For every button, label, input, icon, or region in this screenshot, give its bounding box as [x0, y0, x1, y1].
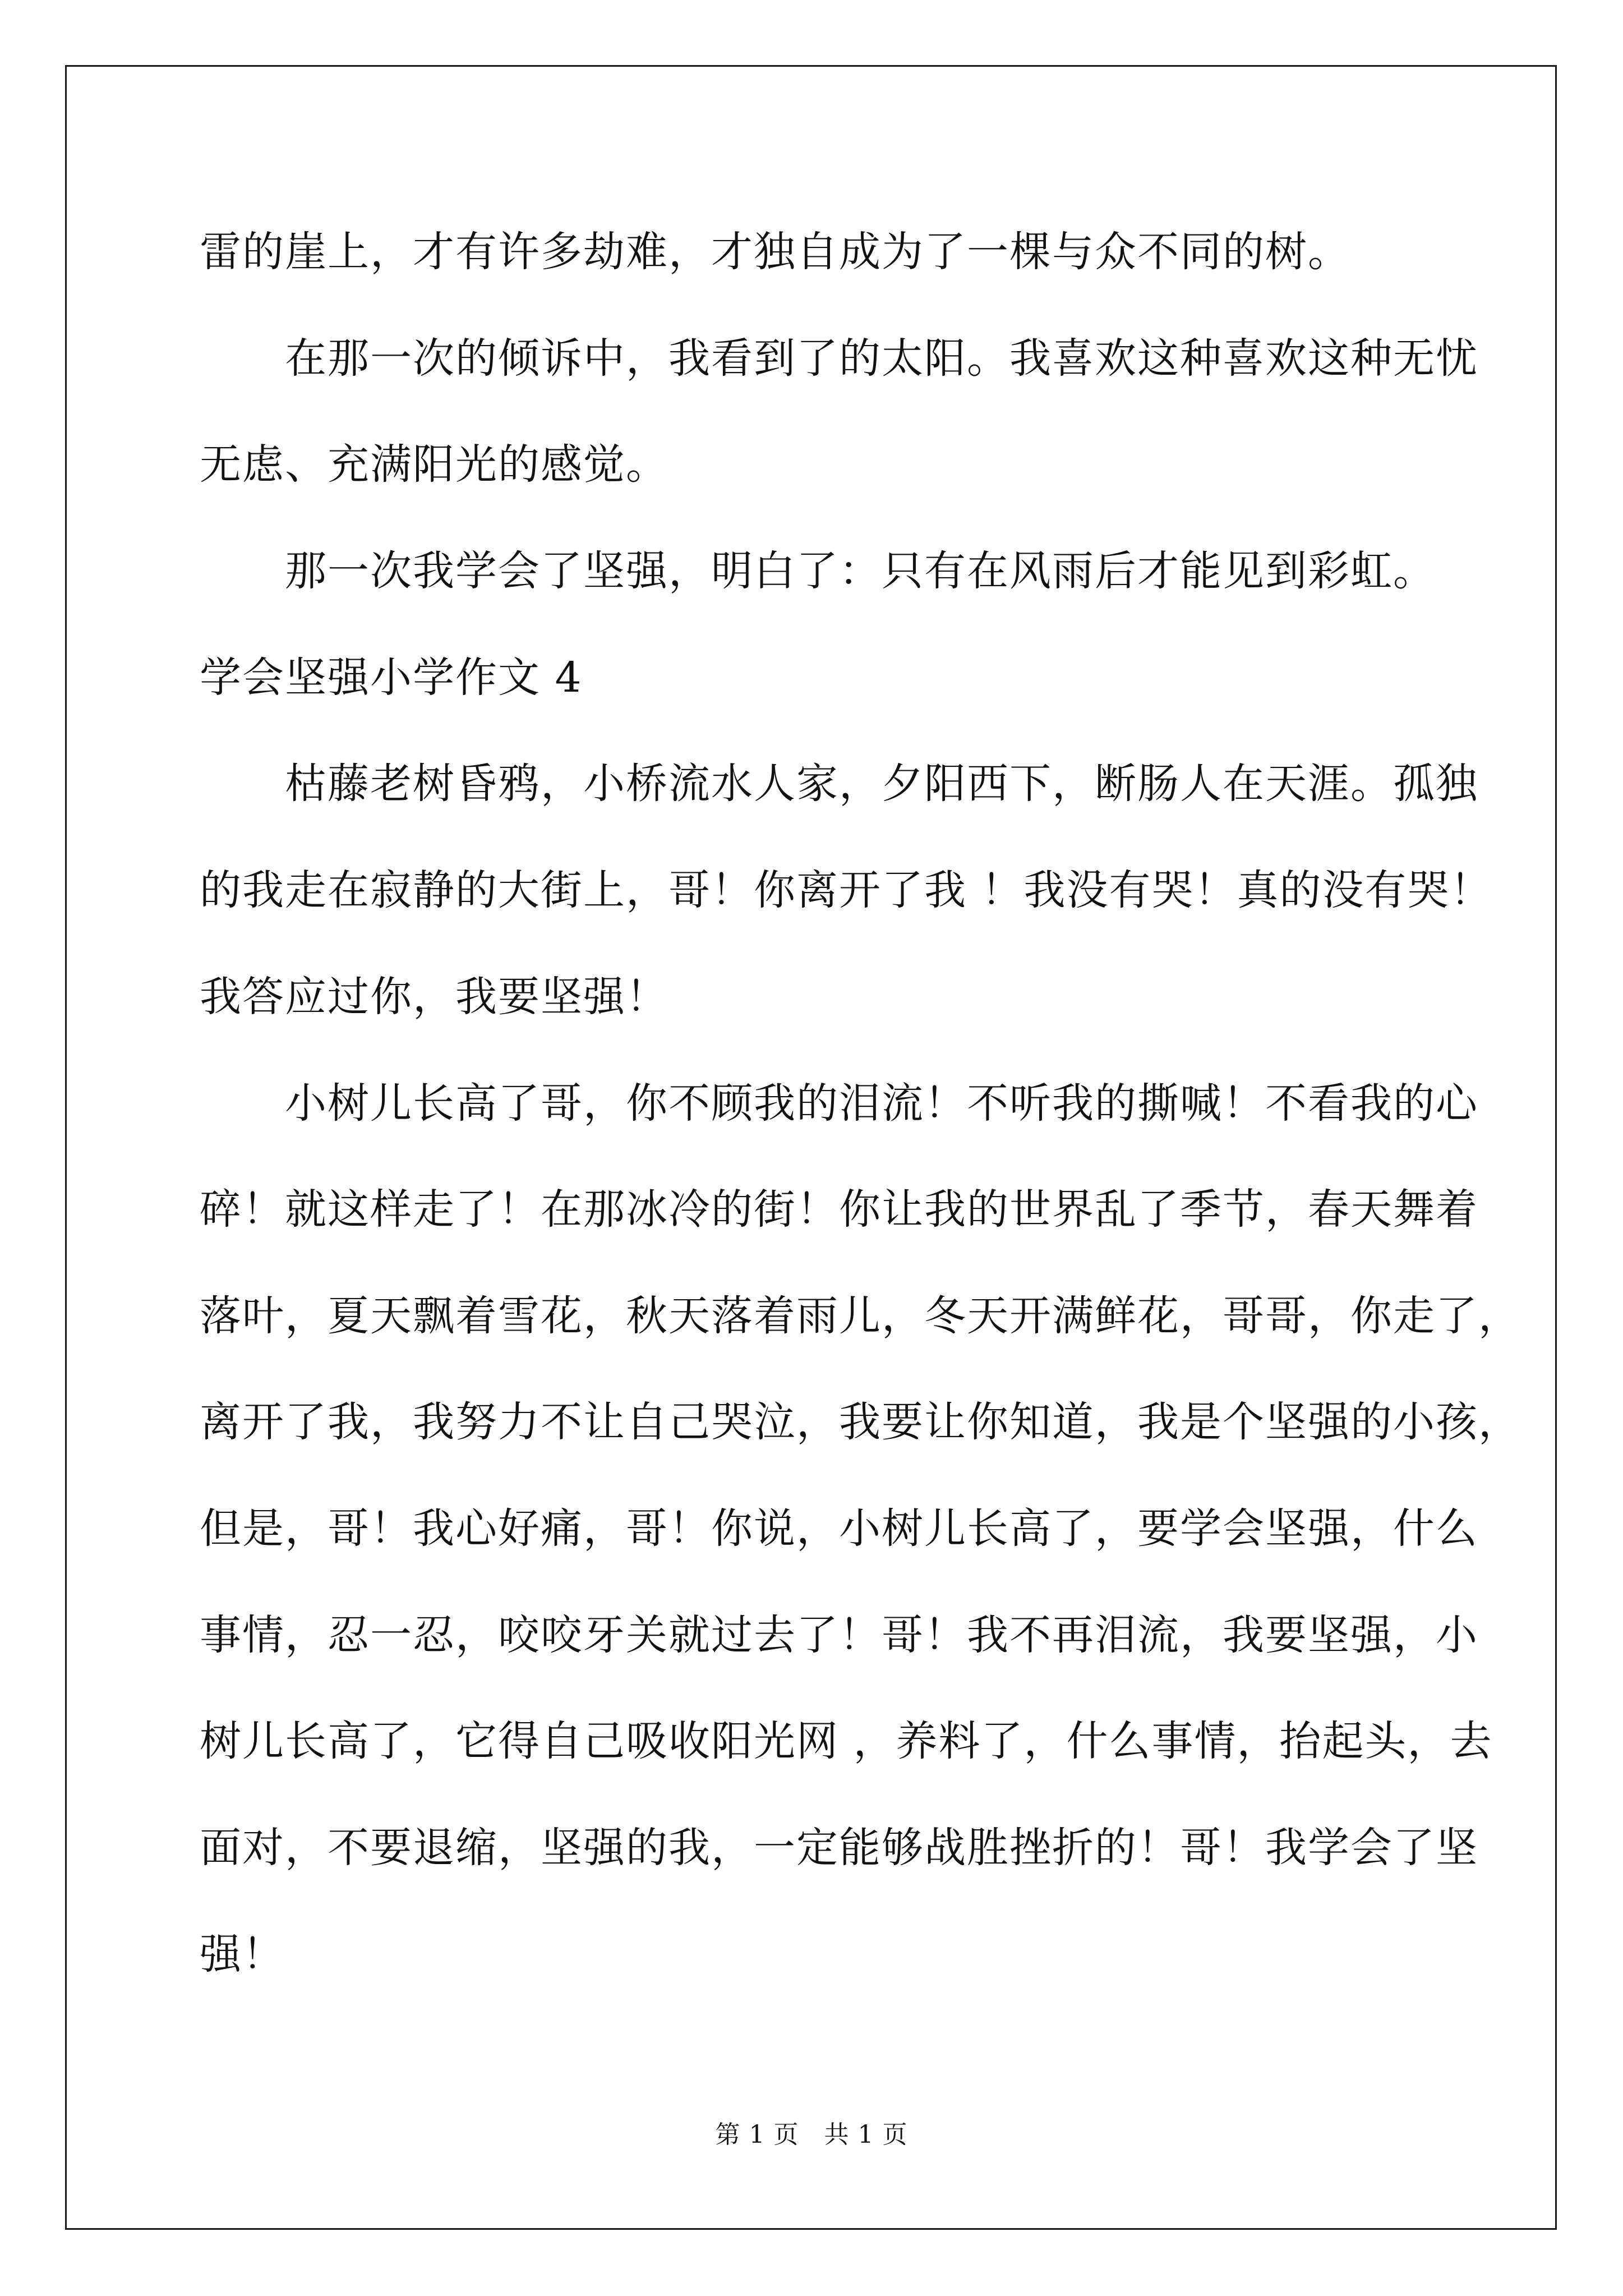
- text-line: 小树儿长高了哥，你不顾我的泪流！不听我的撕喊！不看我的心: [200, 1079, 1478, 1128]
- section-heading: 学会坚强小学作文 4: [200, 654, 583, 702]
- text-line: 但是，哥！我心好痛，哥！你说，小树儿长高了，要学会坚强，什么: [200, 1504, 1478, 1553]
- text-line: 强！: [200, 1930, 285, 1978]
- text-line: 无虑、充满阳光的感觉。: [200, 440, 668, 489]
- page-border: [65, 65, 1557, 2230]
- text-line: 落叶，夏天飘着雪花，秋天落着雨儿，冬天开满鲜花，哥哥，你走了，: [200, 1292, 1521, 1340]
- text-line: 的我走在寂静的大街上，哥！你离开了我 ！我没有哭！真的没有哭！: [200, 866, 1493, 914]
- text-line: 树儿长高了，它得自己吸收阳光网 ，养料了，什么事情，抬起头，去: [200, 1717, 1493, 1765]
- text-line: 面对，不要退缩，坚强的我，一定能够战胜挫折的！哥！我学会了坚: [200, 1824, 1478, 1872]
- text-line: 碎！就这样走了！在那冰冷的街！你让我的世界乱了季节，春天舞着: [200, 1185, 1478, 1234]
- text-line: 在那一次的倾诉中，我看到了的太阳。我喜欢这种喜欢这种无忧: [200, 334, 1478, 383]
- text-line: 离开了我，我努力不让自己哭泣，我要让你知道，我是个坚强的小孩，: [200, 1398, 1521, 1446]
- page-number-footer: 第 1 页 共 1 页: [715, 2120, 908, 2149]
- text-line: 那一次我学会了坚强，明白了：只有在风雨后才能见到彩虹。: [200, 547, 1436, 595]
- text-line: 枯藤老树昏鸦，小桥流水人家，夕阳西下，断肠人在天涯。孤独: [200, 760, 1478, 808]
- text-line: 事情，忍一忍，咬咬牙关就过去了！哥！我不再泪流，我要坚强，小: [200, 1611, 1478, 1659]
- text-line: 雷的崖上，才有许多劫难，才独自成为了一棵与众不同的树。: [200, 228, 1350, 276]
- text-line: 我答应过你，我要坚强！: [200, 973, 668, 1021]
